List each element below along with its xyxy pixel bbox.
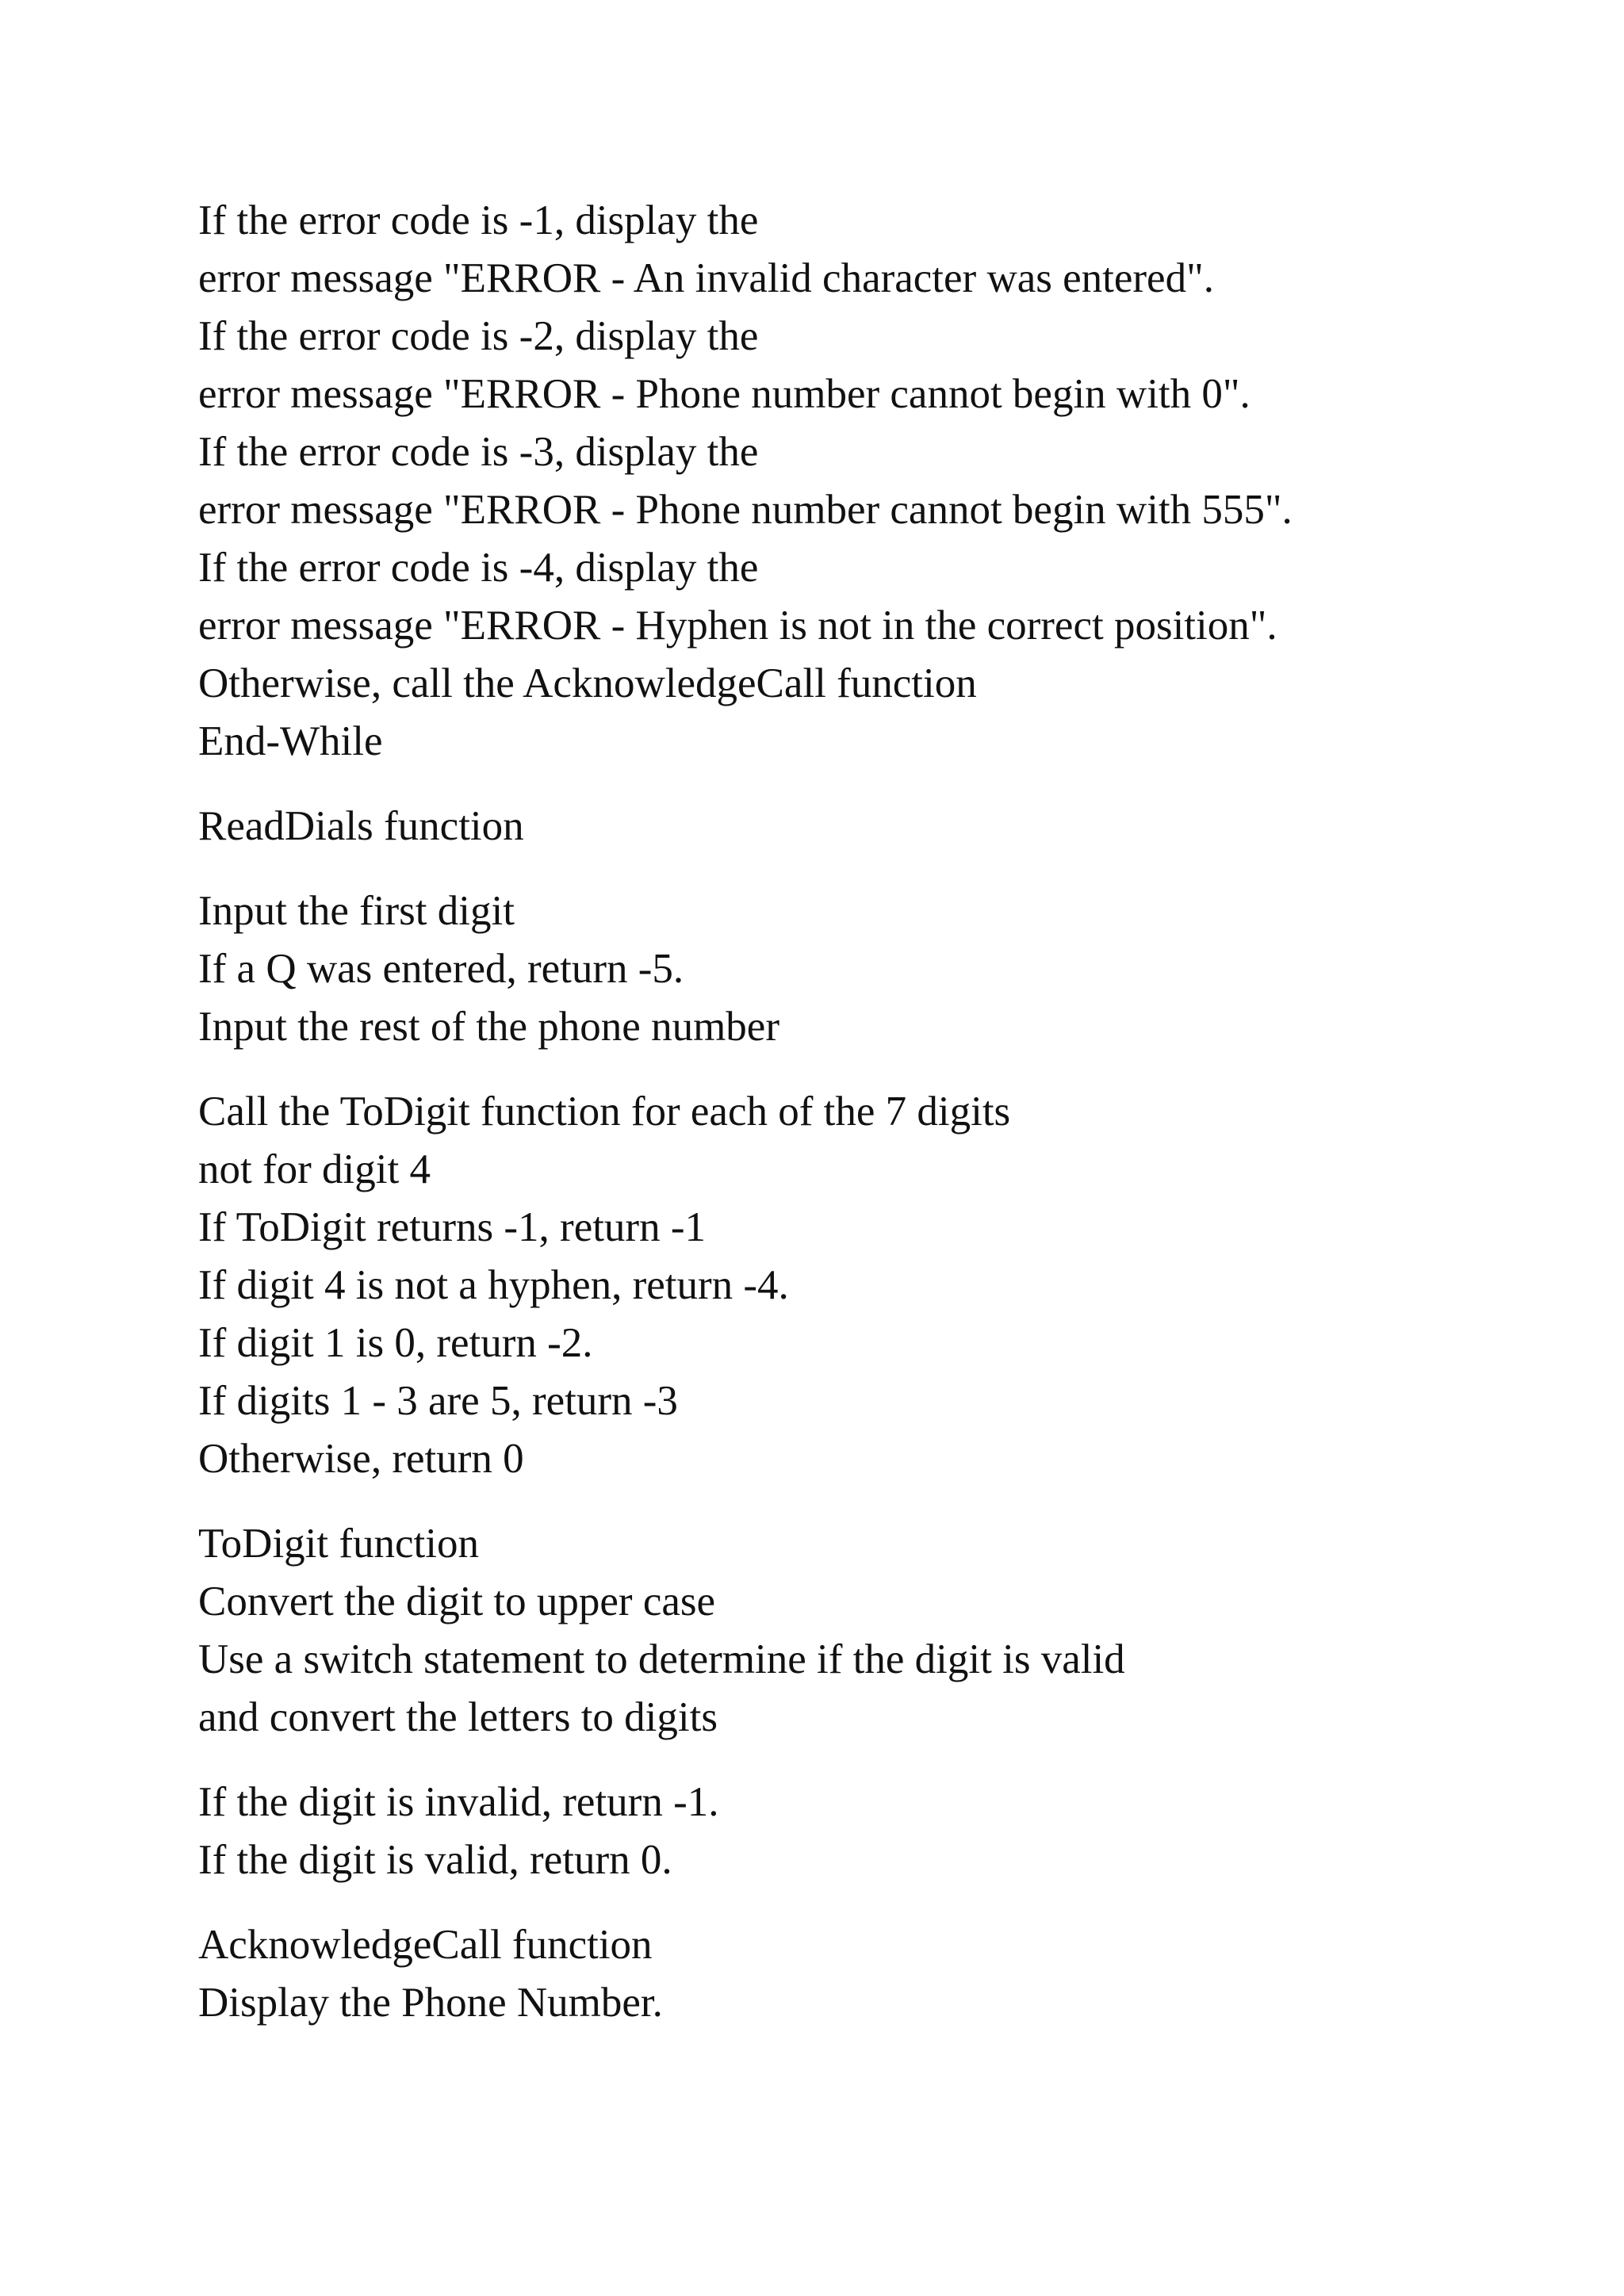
text-line: If digit 4 is not a hyphen, return -4. bbox=[198, 1262, 789, 1308]
text-line: not for digit 4 bbox=[198, 1146, 431, 1192]
text-line: Otherwise, return 0 bbox=[198, 1436, 524, 1482]
text-line: error message "ERROR - Hyphen is not in the correct position". bbox=[198, 603, 1277, 649]
paragraph-validation bbox=[198, 1083, 1546, 1488]
text-line: If the error code is -2, display the bbox=[198, 313, 759, 359]
text-line: Display the Phone Number. bbox=[198, 1980, 663, 2026]
paragraph-acknowledgecall bbox=[198, 1916, 1546, 2032]
text-line: ReadDials function bbox=[198, 803, 524, 849]
text-line: Convert the digit to upper case bbox=[198, 1578, 716, 1624]
text-line: error message "ERROR - Phone number cannot begin with 555". bbox=[198, 487, 1293, 533]
heading-readdials bbox=[198, 798, 1546, 855]
text-line: If the digit is invalid, return -1. bbox=[198, 1779, 719, 1825]
document-body bbox=[198, 192, 1546, 2059]
text-line: ToDigit function bbox=[198, 1521, 479, 1567]
text-line: Otherwise, call the AcknowledgeCall function bbox=[198, 660, 977, 706]
paragraph-todigit-return bbox=[198, 1774, 1546, 1889]
text-line: If the digit is valid, return 0. bbox=[198, 1837, 672, 1883]
text-line: Call the ToDigit function for each of the 7 digits bbox=[198, 1089, 1011, 1135]
text-line: If digits 1 - 3 are 5, return -3 bbox=[198, 1378, 678, 1424]
text-line: If the error code is -4, display the bbox=[198, 545, 759, 591]
text-line: error message "ERROR - An invalid character was entered". bbox=[198, 255, 1214, 301]
paragraph-input bbox=[198, 882, 1546, 1056]
text-line: If a Q was entered, return -5. bbox=[198, 946, 684, 992]
text-line: If the error code is -3, display the bbox=[198, 429, 759, 475]
text-line: If digit 1 is 0, return -2. bbox=[198, 1320, 593, 1366]
text-line: and convert the letters to digits bbox=[198, 1694, 718, 1740]
text-line: Use a switch statement to determine if the digit is valid bbox=[198, 1636, 1125, 1682]
paragraph-todigit bbox=[198, 1515, 1546, 1747]
paragraph-error-handling bbox=[198, 192, 1546, 771]
text-line: AcknowledgeCall function bbox=[198, 1922, 653, 1968]
text-line: If ToDigit returns -1, return -1 bbox=[198, 1204, 706, 1250]
text-line: If the error code is -1, display the bbox=[198, 197, 759, 243]
text-line: Input the rest of the phone number bbox=[198, 1004, 779, 1050]
text-line: Input the first digit bbox=[198, 888, 515, 934]
text-line: End-While bbox=[198, 718, 383, 764]
text-line: error message "ERROR - Phone number cannot begin with 0". bbox=[198, 371, 1251, 417]
